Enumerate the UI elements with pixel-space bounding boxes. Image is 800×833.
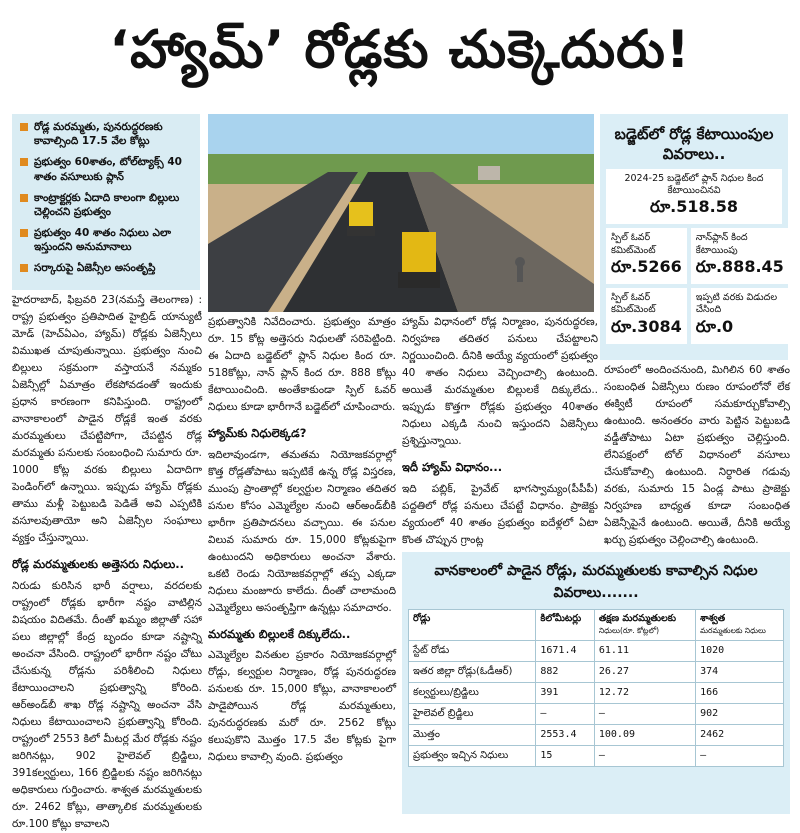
article-column-4	[604, 362, 790, 549]
bullet-icon	[20, 264, 28, 272]
damage-table	[408, 609, 784, 767]
paragraph: ఎమ్మెల్యేల వినతుల ప్రకారం నియోజకవర్గాల్లో రోడ్లు, కల్వర్టుల నిర్మాణం, రోడ్ల పునరుద్ధరణ పనులకు రూ. 15,000 కోట్లు, వానాకాలంలో పాడైపోయిన రోడ్ల మరమ్మతులు, పునరుద్ధరణకు మరో రూ. 2562 కోట్లు కలుపుకొని మొత్తం 17.5 వేల కోట్లకు పైగా నిధులు కావాల్సి వుంది. ప్రభుత్వం	[208, 649, 396, 764]
article-column-2	[208, 314, 396, 766]
bullet-icon	[20, 123, 28, 131]
headline: ‘హ్యామ్’ రోడ్లకు చుక్కెదురు!	[109, 19, 691, 80]
paragraph: ప్రభుత్వానికి నివేదించారు. ప్రభుత్వం మాత్రం రూ. 15 కోట్ల అత్తెసరు నిధులతో సరిపెట్టింది. ఈ ఏదాది బడ్జెట్‌లో ప్లాన్ నిధుల కింద రూ. 518కోట్లు, నాన్ ప్లాన్ కింద రూ. 888 కోట్లు కేటాయించింది. అంతేకాకుండా స్పిల్ ఓవర్ నిధులు కూడా భారీగానే బడ్జెట్‌లో చూపించారు.	[208, 316, 396, 413]
bullet-icon	[20, 229, 28, 237]
bullet-icon	[20, 158, 28, 166]
table-row: కల్వర్టులు/బ్రిడ్జిలు 391 12.72 166	[409, 682, 784, 703]
paragraph: ఇది పబ్లిక్, ప్రైవేట్ భాగస్వామ్యం(పీపీపీ) పద్దతిలో రోడ్ల పనులు చేపట్టే విధానం. ప్రాజెక్టు వ్యయంలో 40 శాతం ప్రభుత్వం ఐదేళ్లలో ఏటా కొంత చొప్పున గ్రాంట్ల	[402, 482, 598, 546]
highlight-item: సర్కారుపై ఏజెన్సీల అసంతృప్తి	[20, 261, 192, 275]
paragraph: రూపంలో అందించనుంది, మిగిలిన 60 శాతం సంబంధిత ఏజెన్సీలు రుణం రూపంలోనో లేక ఈక్విటీ రూపంలో సమకూర్చుకోవాల్సి ఉంటుంది. అనంతరం వారు పెట్టిన పెట్టుబడి వడ్డీతోపాటు ఏటా ప్రభుత్వం చెల్లిస్తుంది. లేనిపక్షంలో టోల్ విధానంలో వసూలు చేసుకోవాల్సి ఉంటుంది. నిర్ధారిత గడువు వరకు, సుమారు 15 ఏండ్ల పాటు ప్రాజెక్టు నిర్వహణ బాధ్యత కూడా సంబంధిత ఏజెన్సీపైనే ఉంటుంది. అయితే, దీనికి అయ్యే ఖర్చు ప్రభుత్వం చెల్లించాల్సి ఉంటుంది.	[604, 364, 790, 546]
header-perm: శాశ్వత మరమ్మతులకు నిధులు	[696, 609, 784, 640]
article-column-1	[12, 292, 202, 833]
highlights-box	[12, 114, 200, 290]
released-amount: ఇప్పటి వరకు విడుదల చేసింది రూ.0	[691, 288, 789, 344]
subheading: ఇదీ హ్యామ్ విధానం...	[402, 460, 503, 474]
nonplan-allocation: నాన్‌ప్లాన్ కింద కేటాయింపు రూ.888.45	[691, 228, 789, 284]
header-road: రోడ్లు	[409, 609, 536, 640]
table-row: మొత్తం 2553.4 100.09 2462	[409, 724, 784, 745]
budget-box	[600, 114, 788, 360]
highlight-item: కాంట్రాక్టర్లకు ఏదాది కాలంగా బిల్లులు చెల్లించని ప్రభుత్వం	[20, 191, 192, 219]
damage-table-box	[402, 552, 790, 814]
spillover-commitment-2: స్పిల్ ఓవర్ కమిట్‌మెంట్ రూ.3084	[606, 288, 687, 344]
highlight-item: ప్రభుత్వం 60శాతం, టోల్‌ట్యాక్స్ 40 శాతం వసూలుకు ప్లాన్	[20, 155, 192, 183]
subheading: హ్యామ్‌కు నిధులెక్కడ?	[208, 426, 307, 440]
subheading: మరమ్మతు బిల్లులకే దిక్కులేదు..	[208, 626, 351, 641]
bullet-icon	[20, 194, 28, 202]
table-header-row	[409, 609, 784, 640]
article-column-3	[402, 314, 598, 549]
header-temp: తక్షణ మరమ్మతులకు నిధులు(రూ. కోట్లలో)	[594, 609, 695, 640]
table-row: స్టేట్ రోడు 1671.4 61.11 1020	[409, 640, 784, 661]
header-km: కిలోమీటర్లు	[536, 609, 595, 640]
table-row: హైలెవల్ బ్రిడ్జిలు – – 902	[409, 703, 784, 724]
table-row: ఇతర జిల్లా రోడ్లు(ఓడీఆర్) 882 26.27 374	[409, 661, 784, 682]
table-row: ప్రభుత్వం ఇచ్చిన నిధులు 15 – –	[409, 745, 784, 766]
highlight-item: రోడ్ల మరమ్మతు, పునరుద్ధరణకు కావాల్సింది 17.5 వేల కోట్లు	[20, 120, 192, 148]
paragraph: హ్యామ్ విధానంలో రోడ్ల నిర్మాణం, పునరుద్ధరణ, నిర్వహణ తదితర పనులు చేపట్టాలని నిర్ణయించింది. దీనికి అయ్యే వ్యయంలో ప్రభుత్వం 40 శాతం నిధులు వెచ్చించాల్సి ఉంటుంది. అయితే మరమ్మతుల బిల్లులకే దిక్కులేదు.. ఇప్పుడు కొత్తగా రోడ్లకు ప్రభుత్వం 40శాతం నిధులు ఎక్కడి నుంచి ఇస్తుందని ఏజెన్సీలు ప్రశ్నిస్తున్నాయి.	[402, 316, 598, 447]
paragraph: హైదరాబాద్, ఫిబ్రవరి 23(నమస్తే తెలంగాణ) : రాష్ట్ర ప్రభుత్వం ప్రతిపాదిత హైబ్రిడ్ యాన్యుటీ మోడ్ (హెచ్‌ఏఎం, హ్యామ్) రోడ్లకు ఏజెన్సీలు విముఖత చూపుతున్నాయి. ప్రభుత్వం నుంచి బిల్లులు సక్రమంగా వస్తాయనే నమ్మకం ఏజెన్సీల్లో ఏమాత్రం లేకపోవడంతో ఇందుకు ప్రధాన కారణంగా కనిపిస్తుంది. రాష్ట్రంలో వానాకాలంలో పాడైన రోడ్లకే ఇంత వరకు మరమ్మతులు చేపట్టిపోగా, చేపట్టిన రోడ్ల మరమ్మతు పనులకు సంబంధించి సుమారు రూ. 1000 కోట్ల వరకు బిల్లులు ఏదాదిగా పెండింగ్‌లో ఉన్నాయి. ఇప్పుడు హ్యామ్ రోడ్లకు తాము మళ్లీ పెట్టుబడి పెడితే అవి ఎప్పటికి వసూలవుతాయో అని ఏజెన్సీల సంఘాలు వ్యక్తం చేస్తున్నాయి.	[12, 294, 202, 544]
plan-allocation: 2024-25 బడ్జెట్‌లో ప్లాన్ నిధుల కింద కేటాయించినవి రూ.518.58	[606, 169, 782, 225]
spillover-commitment: స్పిల్ ఓవర్ కమిట్‌మెంట్ రూ.5266	[606, 228, 687, 284]
budget-grid	[606, 228, 782, 343]
highlight-item: ప్రభుత్వం 40 శాతం నిధులు ఎలా ఇస్తుందని అనుమానాలు	[20, 226, 192, 254]
subheading: రోడ్ల మరమ్మతులకు అత్తెసరు నిధులు..	[12, 557, 184, 571]
paragraph: నిరుడు కురిసిన భారీ వర్షాలు, వరదలకు రాష్ట్రంలో రోడ్లకు భారీగా నష్టం వాటిల్లిన విషయం విదితమే. దీంతో ఖమ్మం జిల్లాతో సహా పలు జిల్లాల్లో కేంద్ర బృందం కూడా నష్టాన్ని అంచనా వేసింది. రాష్ట్రంలో భారీగా నష్టం చోటు చేసుకున్న రోడ్లను పరిశీలించి నిధులు కేటాయించాలని ప్రభుత్వాన్ని కోరింది. ఆర్‌అండ్‌బీ శాఖ రోడ్ల నష్టాన్ని అంచనా వేసి నిధులు కేటాయించాలని ప్రభుత్వాన్ని కోరింది. రాష్ట్రంలో 2553 కిలో మీటర్ల మేర రోడ్లకు నష్టం జరిగినట్లు, 902 హైలెవల్ బ్రిడ్జిలు, 391కల్వర్టులు, 166 బ్రిడ్జిలకు నష్టం జరిగినట్లు అధికారులు గుర్తించారు. శాశ్వత మరమ్మతులకు రూ. 2462 కోట్లు, తాత్కాలిక మరమ్మతులకు రూ.100 కోట్లు కావాలని	[12, 579, 202, 830]
budget-title: బడ్జెట్‌లో రోడ్ల కేటాయింపుల వివరాలు..	[614, 125, 774, 164]
paragraph: ఇదిలావుండగా, తమతమ నియోజకవర్గాల్లో కొత్త రోడ్లతోపాటు ఇప్పటికే ఉన్న రోడ్ల విస్తరణ, ముంపు ప్రాంతాల్లో కల్వర్టుల నిర్మాణం తదితర పనుల కోసం ఎమ్మెల్యేల నుంచి ఆర్‌అండ్‌బీకి భారీగా ప్రతిపాదనలు వచ్చాయి. ఈ పనుల విలువ సుమారు రూ. 15,000 కోట్లకుపైగా ఉంటుందని అధికారులు అంచనా వేశారు. ఒకటి రెండు నియోజకవర్గాల్లో తప్ప ఎక్కడా నిధులు మంజూరు కాలేదు. దీంతో చాలామంది ఎమ్మెల్యేలు అసంతృప్తిగా ఉన్నట్లు సమాచారం.	[208, 448, 396, 614]
road-photo	[208, 114, 594, 312]
road-construction-illustration	[208, 114, 594, 312]
table-title: వానకాలంలో పాడైన రోడ్లు, మరమ్మతులకు కావాల్సిన నిధుల వివరాలు.......	[434, 563, 758, 602]
